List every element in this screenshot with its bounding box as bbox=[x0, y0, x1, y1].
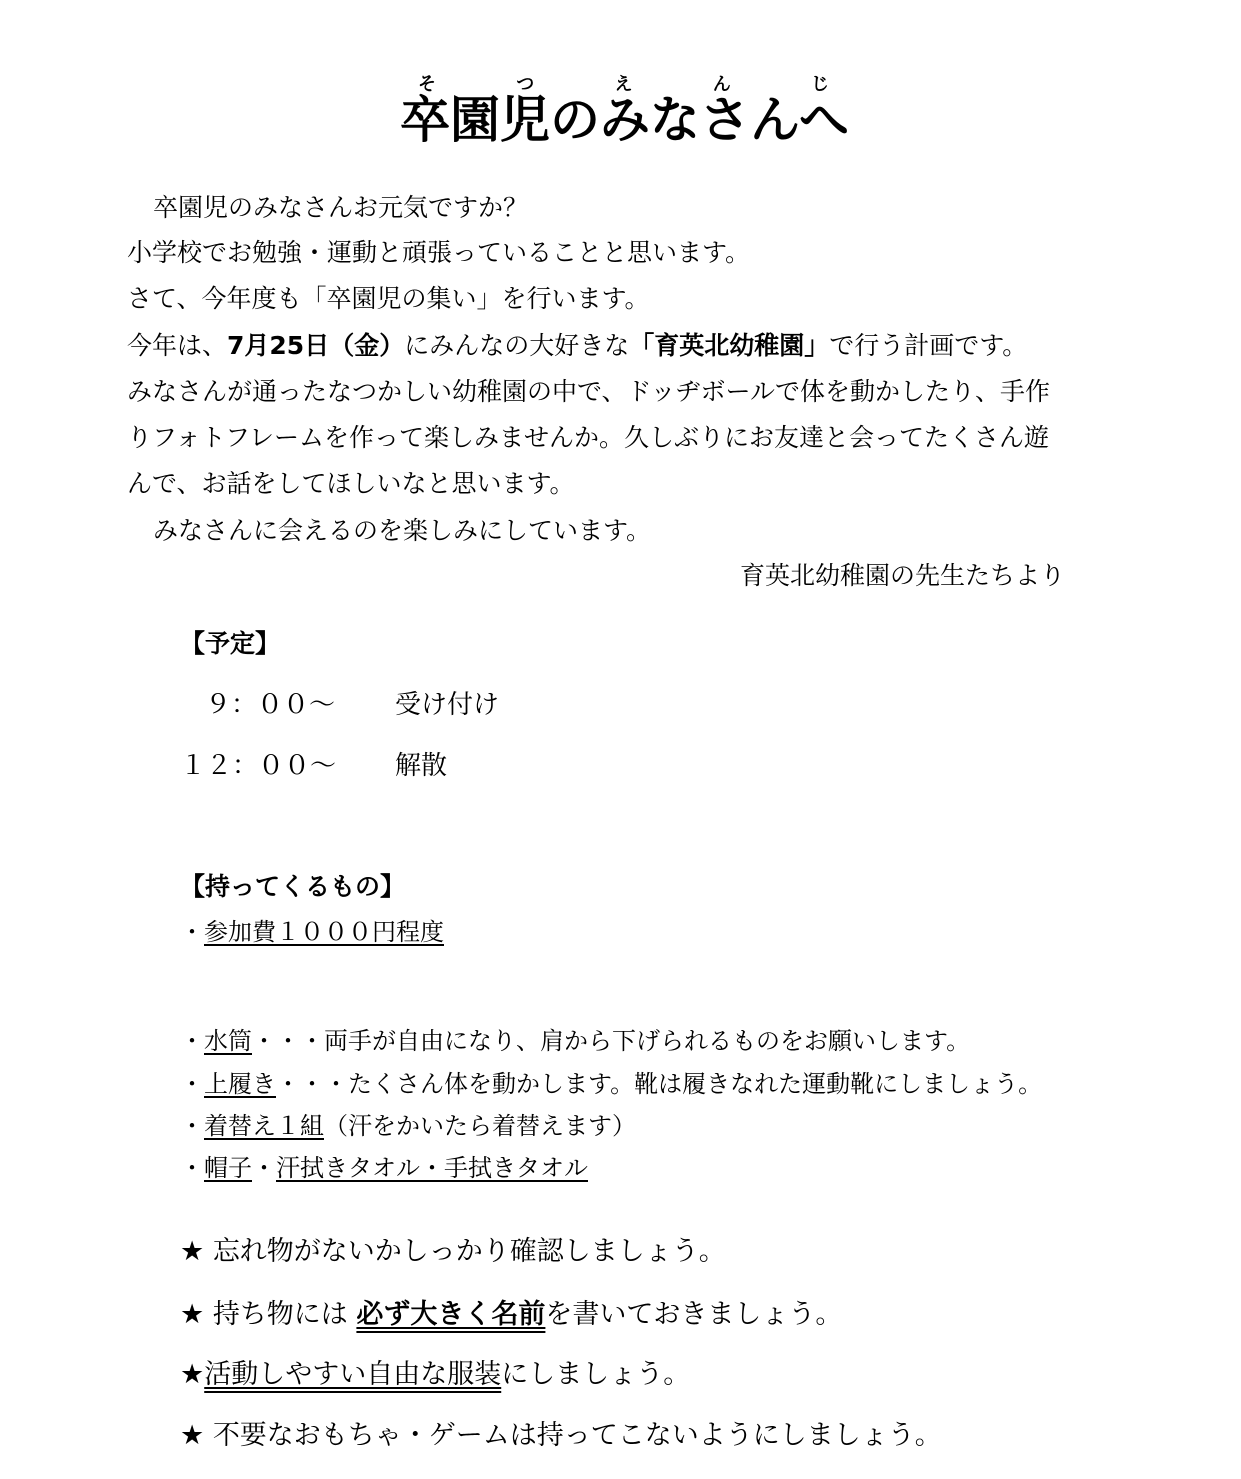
page-title: 卒園児のみなさんへそつえんじ bbox=[400, 74, 849, 149]
belonging-item-1: ・水筒・・・両手が自由になり、肩から下げられるものをお願いします。 bbox=[180, 1027, 971, 1055]
note-2: ★ 持ち物には 必ず大きく名前を書いておきましょう。 bbox=[180, 1299, 843, 1330]
letter-line-2: 小学校でお勉強・運動と頑張っていることと思います。 bbox=[127, 238, 751, 267]
schedule-time-2: １２：００～ bbox=[180, 751, 337, 781]
letter-line-8: みなさんに会えるのを楽しみにしています。 bbox=[153, 516, 652, 545]
belonging-item-2: ・上履き・・・たくさん体を動かします。靴は履きなれた運動靴にしましょう。 bbox=[180, 1070, 1043, 1098]
letter-line-5: みなさんが通ったなつかしい幼稚園の中で、ドッヂボールで体を動かしたり、手作 bbox=[127, 377, 1051, 406]
star-icon: ★ bbox=[180, 1236, 205, 1267]
schedule-heading: 【予定】 bbox=[180, 629, 281, 658]
event-date: 7月25日（金） bbox=[227, 331, 405, 360]
note-4: ★ 不要なおもちゃ・ゲームは持ってこないようにしましょう。 bbox=[180, 1420, 942, 1451]
letter-line-4: 今年は、7月25日（金）にみんなの大好きな「育英北幼稚園」で行う計画です。 bbox=[127, 331, 1028, 360]
belongings-heading: 【持ってくるもの】 bbox=[180, 872, 406, 901]
letter-line-3: さて、今年度も「卒園児の集い」を行います。 bbox=[127, 284, 650, 313]
schedule-event-1: 受け付け bbox=[395, 690, 500, 720]
schedule-event-2: 解散 bbox=[395, 751, 448, 781]
note-1: ★ 忘れ物がないかしっかり確認しましょう。 bbox=[180, 1236, 726, 1267]
event-place: 「育英北幼稚園」 bbox=[629, 331, 830, 360]
letter-line-7: んで、お話をしてほしいなと思います。 bbox=[127, 469, 575, 498]
star-icon: ★ bbox=[180, 1359, 205, 1390]
schedule-time-1: ９：００～ bbox=[205, 690, 336, 720]
letter-signature: 育英北幼稚園の先生たちより bbox=[740, 561, 1066, 590]
note-3: ★活動しやすい自由な服装にしましょう。 bbox=[180, 1359, 691, 1390]
letter-greeting: 卒園児のみなさんお元気ですか？ bbox=[153, 193, 529, 222]
letter-line-6: りフォトフレームを作って楽しみませんか。久しぶりにお友達と会ってたくさん遊 bbox=[127, 423, 1050, 452]
fee-item: ・参加費１０００円程度 bbox=[180, 918, 444, 946]
star-icon: ★ bbox=[180, 1299, 205, 1330]
star-icon: ★ bbox=[180, 1420, 205, 1451]
belonging-item-4: ・帽子・汗拭きタオル・手拭きタオル bbox=[180, 1154, 588, 1182]
belonging-item-3: ・着替え１組（汗をかいたら着替えます） bbox=[180, 1112, 636, 1140]
